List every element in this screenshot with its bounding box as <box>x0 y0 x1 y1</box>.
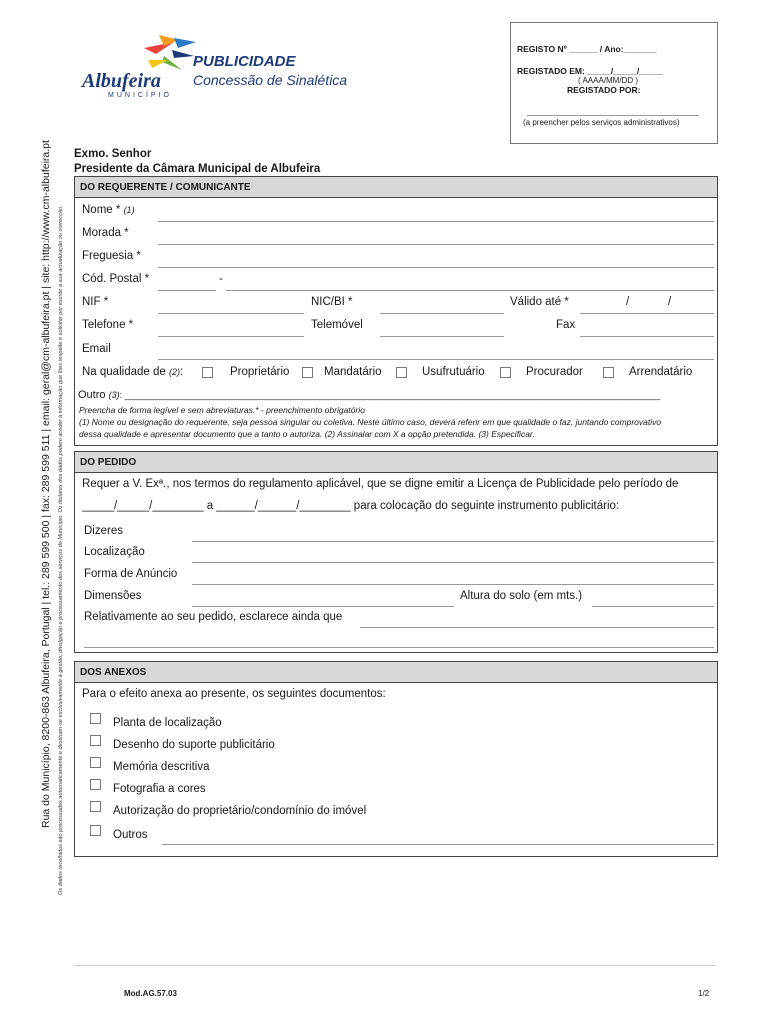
checkbox-usufrutuario[interactable] <box>396 367 407 378</box>
label-fax: Fax <box>556 319 576 331</box>
nome-field[interactable] <box>158 221 714 222</box>
anexo-planta: Planta de localização <box>113 717 222 729</box>
section-requerente-heading: DO REQUERENTE / COMUNICANTE <box>75 177 717 198</box>
outros-field[interactable] <box>162 844 714 845</box>
label-freguesia: Freguesia * <box>82 250 141 262</box>
label-esclarece: Relativamente ao seu pedido, esclarece ainda que <box>84 611 343 623</box>
registry-number: REGISTO Nº ______ / Ano:_______ <box>517 44 657 54</box>
label-nif: NIF * <box>82 296 109 308</box>
localizacao-field[interactable] <box>192 562 714 563</box>
checkbox-procurador[interactable] <box>500 367 511 378</box>
label-nic: NIC/BI * <box>311 296 353 308</box>
registry-box <box>510 22 718 144</box>
checkbox-fotografia[interactable] <box>90 779 101 790</box>
label-morada: Morada * <box>82 227 129 239</box>
section-pedido-heading: DO PEDIDO <box>75 452 717 473</box>
cod-postal-field-b[interactable] <box>226 290 714 291</box>
anexo-autorizacao: Autorização do proprietário/condomínio do imóvel <box>113 805 367 817</box>
checkbox-planta[interactable] <box>90 713 101 724</box>
logo-municipio: MUNICÍPIO <box>108 92 172 99</box>
label-nome-note: (1) <box>123 205 135 215</box>
anexo-outros: Outros <box>113 829 148 841</box>
side-privacy-text: Os dados recolhidos são processados automaticamente e destinam-se exclusivamente à gestão, divulgação e processamento dos serviços do Município. Os titulares dos dados podem aceder à informação que lhes respeite e solicitar por escrito a sua actualização ou correcção. <box>58 205 64 895</box>
option-mandatario: Mandatário <box>324 366 382 378</box>
label-localizacao: Localização <box>84 546 145 558</box>
side-contact-text: Rua do Município, 8200-863 Albufeira, Portugal | tel.: 289 599 500 | fax: 289 599 511 | email: geral@cm-albufeira.pt | site: http://www.cm-albufeira.pt <box>40 140 52 828</box>
label-telemovel: Telemóvel <box>311 319 363 331</box>
label-forma: Forma de Anúncio <box>84 568 178 580</box>
label-email: Email <box>82 343 111 355</box>
checkbox-proprietario[interactable] <box>202 367 213 378</box>
label-qualidade-text: Na qualidade de <box>82 366 166 378</box>
checkbox-outros[interactable] <box>90 825 101 836</box>
label-nome <box>82 204 135 216</box>
email-field[interactable] <box>158 359 714 360</box>
label-cod-postal: Cód. Postal * <box>82 273 150 285</box>
anexo-fotografia: Fotografia a cores <box>113 783 206 795</box>
esclarece-field-1[interactable] <box>360 627 714 628</box>
option-arrendatario: Arrendatário <box>629 366 693 378</box>
form-title: PUBLICIDADE <box>193 53 296 70</box>
registry-note: (a preencher pelos serviços administrativos) <box>523 118 680 127</box>
label-valido: Válido até * <box>510 296 569 308</box>
label-altura: Altura do solo (em mts.) <box>460 590 583 602</box>
nif-field[interactable] <box>158 313 304 314</box>
anexo-memoria: Memória descritiva <box>113 761 210 773</box>
freguesia-field[interactable] <box>158 267 714 268</box>
note-legibility: Preencha de forma legível e sem abreviaturas.* - preenchimento obrigatório <box>79 405 365 415</box>
logo-wordmark: Albufeira <box>82 70 161 92</box>
telemovel-field[interactable] <box>380 336 504 337</box>
valido-field[interactable] <box>580 313 714 314</box>
checkbox-desenho[interactable] <box>90 735 101 746</box>
section-anexos-heading: DOS ANEXOS <box>75 662 717 683</box>
note-1: (1) Nome ou designação do requerente, seja pessoa singular ou coletiva. Neste último caso, deverá referir em que qualidade o faz, juntando comprovativo <box>79 417 662 427</box>
registry-by: REGISTADO POR: <box>567 85 641 95</box>
label-telefone: Telefone * <box>82 319 134 331</box>
registry-date-format: ( AAAA/MM/DD ) <box>578 76 639 85</box>
outro-field[interactable]: : ___________________________________________________________________________________________________________ <box>119 390 661 400</box>
label-dimensoes: Dimensões <box>84 590 142 602</box>
form-subtitle: Concessão de Sinalética <box>193 72 348 88</box>
checkbox-memoria[interactable] <box>90 757 101 768</box>
telefone-field[interactable] <box>158 336 304 337</box>
checkbox-autorizacao[interactable] <box>90 801 101 812</box>
dizeres-field[interactable] <box>192 541 714 542</box>
footer-model: Mod.AG.57.03 <box>124 989 177 998</box>
label-qualidade-colon: : <box>179 366 184 378</box>
anexos-intro: Para o efeito anexa ao presente, os seguintes documentos: <box>82 688 386 700</box>
label-qualidade-note: (2) <box>168 367 180 377</box>
forma-field[interactable] <box>192 584 714 585</box>
footer-page: 1/2 <box>698 989 710 998</box>
option-proprietario: Proprietário <box>230 366 290 378</box>
label-nome-text: Nome * <box>82 204 121 216</box>
label-dizeres: Dizeres <box>84 525 123 537</box>
dimensoes-field[interactable] <box>192 606 454 607</box>
registry-by-line <box>527 115 699 116</box>
label-qualidade <box>82 366 183 378</box>
valido-slash-1: / <box>626 296 630 308</box>
label-outro <box>78 389 660 401</box>
greeting-line2: Presidente da Câmara Municipal de Albufeira <box>74 163 321 175</box>
morada-field[interactable] <box>158 244 714 245</box>
altura-field[interactable] <box>592 606 714 607</box>
note-2: dessa qualidade e apresentar documento que a tanto o autoriza. (2) Assinalar com X a opção pretendida. (3) Especificar. <box>79 429 535 439</box>
checkbox-mandatario[interactable] <box>302 367 313 378</box>
option-procurador: Procurador <box>526 366 583 378</box>
label-outro-note: (3) <box>108 390 120 400</box>
label-outro-text: Outro <box>78 389 106 401</box>
pedido-period[interactable]: _____/_____/________ a ______/______/________ para colocação do seguinte instrumento publicitário: <box>82 500 620 512</box>
esclarece-field-2[interactable] <box>84 647 714 648</box>
greeting-line1: Exmo. Senhor <box>74 148 152 160</box>
cod-postal-field-a[interactable] <box>158 290 216 291</box>
cod-postal-dash: - <box>219 273 223 285</box>
valido-slash-2: / <box>668 296 672 308</box>
fax-field[interactable] <box>580 336 714 337</box>
municipality-logo <box>82 30 192 102</box>
nic-field[interactable] <box>380 313 504 314</box>
option-usufrutuario: Usufrutuário <box>422 366 485 378</box>
registry-date: REGISTADO EM: _____/_____/_____ <box>517 66 663 76</box>
anexo-desenho: Desenho do suporte publicitário <box>113 739 275 751</box>
footer-divider <box>74 965 716 966</box>
checkbox-arrendatario[interactable] <box>603 367 614 378</box>
pedido-text-1: Requer a V. Exª., nos termos do regulamento aplicável, que se digne emitir a Licença de Publicidade pelo período de <box>82 478 679 490</box>
